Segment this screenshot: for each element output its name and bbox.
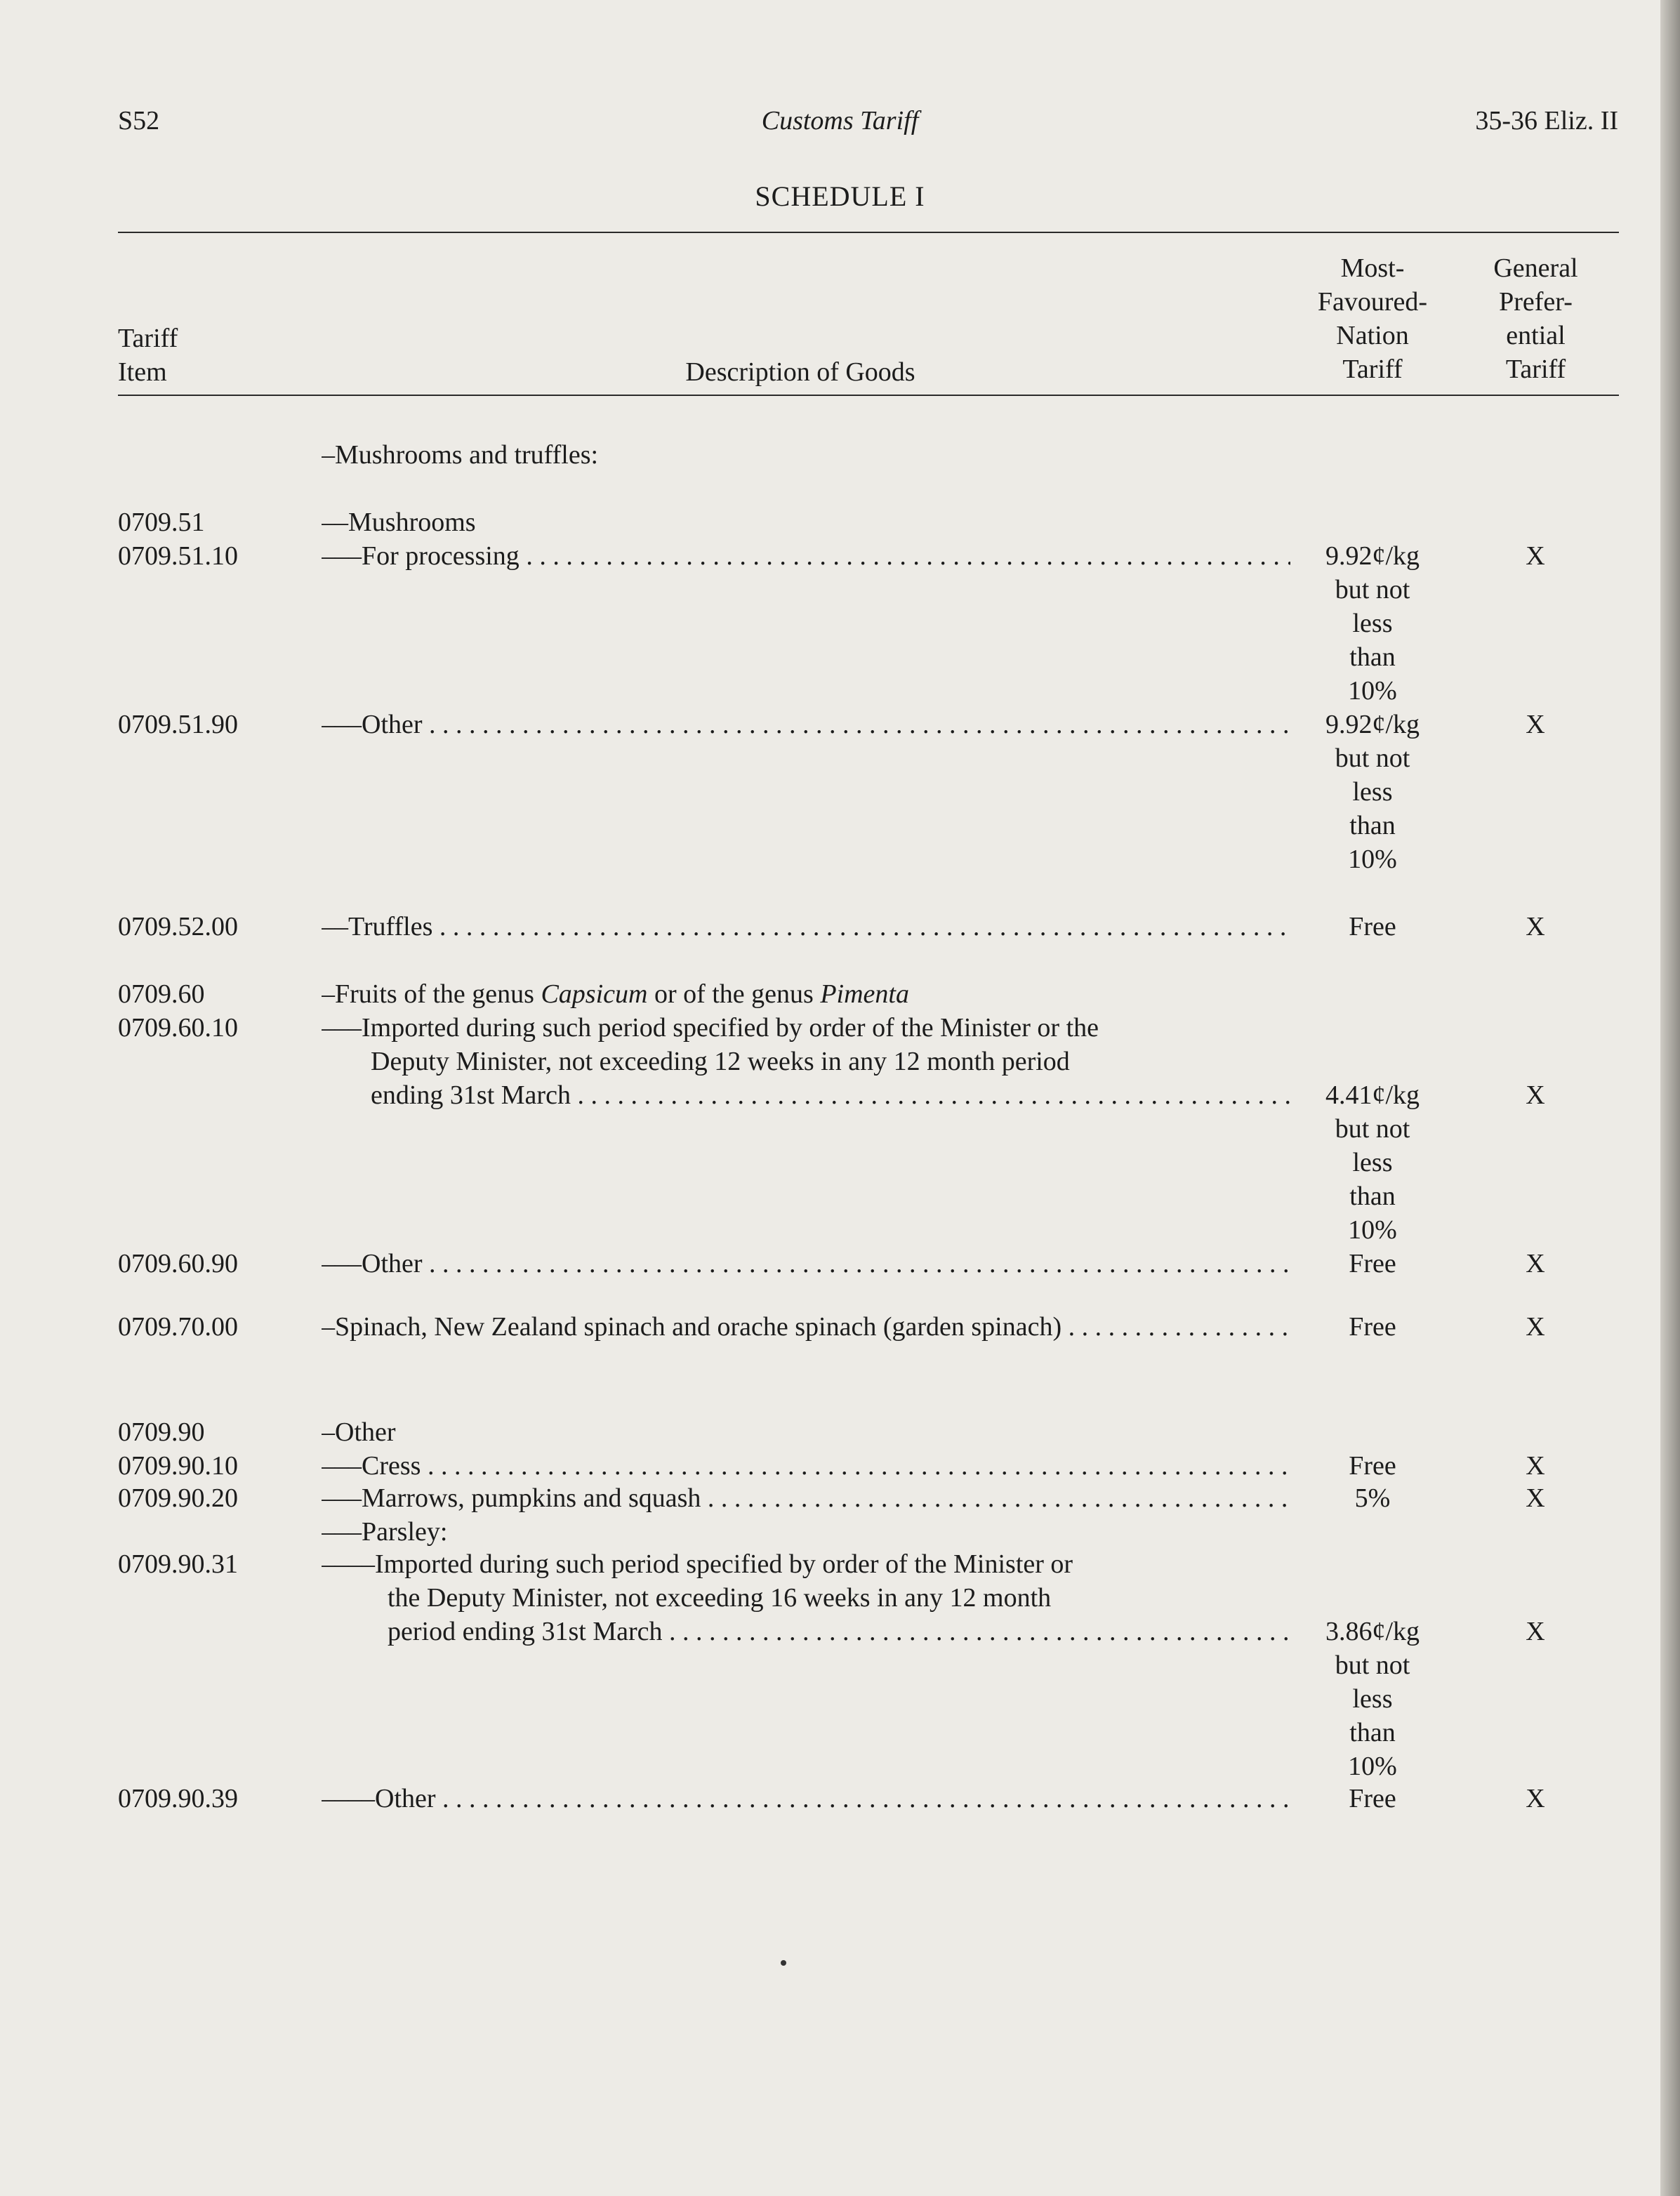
genus-name: Capsicum — [541, 979, 648, 1009]
description-line: ––Truffles . . . — [322, 910, 1290, 944]
column-heading-line: Nation — [1336, 321, 1409, 350]
description-line: the Deputy Minister, not exceeding 16 weeks in any 12 month — [388, 1583, 1052, 1613]
column-heading-line: Tariff — [1505, 355, 1566, 384]
rate-line: 5% — [1354, 1483, 1391, 1513]
description-line: Deputy Minister, not exceeding 12 weeks in any 12 month period — [371, 1047, 1070, 1076]
row-description — [322, 1310, 1290, 1344]
tariff-item-number: 0709.51.90 — [118, 710, 238, 739]
tariff-item-number: 0709.90.10 — [118, 1451, 238, 1481]
gpt-mark: X — [1526, 1249, 1545, 1278]
gpt-mark: X — [1526, 541, 1545, 571]
gpt-mark: X — [1526, 1617, 1545, 1646]
mfn-rate — [1278, 1615, 1467, 1783]
description-line: ––––Imported during such period specified by order of the Minister or — [322, 1549, 1073, 1579]
row-description — [322, 708, 1290, 741]
description-text: or of the genus — [647, 979, 821, 1009]
mfn-rate — [1278, 1782, 1467, 1815]
column-heading-line: Favoured- — [1317, 287, 1428, 317]
rate-line: than — [1349, 1182, 1396, 1211]
page-number: S52 — [118, 106, 160, 135]
gpt-mark: X — [1526, 1483, 1545, 1513]
rate-line: less — [1352, 609, 1393, 638]
rate-line: but not — [1335, 575, 1410, 604]
mfn-rate — [1278, 1449, 1467, 1483]
rate-line: less — [1352, 777, 1393, 807]
tariff-item-number: 0709.52.00 — [118, 912, 238, 941]
rate-line: but not — [1335, 1114, 1410, 1144]
genus-name: Pimenta — [820, 979, 909, 1009]
rate-line: 9.92¢/kg — [1325, 710, 1420, 739]
gpt-mark: X — [1526, 710, 1545, 739]
rate-line: Free — [1349, 912, 1396, 941]
ink-speck — [781, 1960, 786, 1966]
rate-line: than — [1349, 811, 1396, 840]
gpt-mark: X — [1526, 1312, 1545, 1342]
column-heading-description: Description of Goods — [685, 357, 915, 387]
column-heading-line: Prefer- — [1499, 287, 1573, 317]
mfn-rate — [1278, 1310, 1467, 1344]
rate-line: but not — [1335, 1651, 1410, 1680]
rate-line: 9.92¢/kg — [1325, 541, 1420, 571]
mfn-rate — [1278, 1481, 1467, 1515]
row-description — [322, 1011, 1290, 1112]
rate-line: 4.41¢/kg — [1325, 1080, 1420, 1110]
gpt-mark: X — [1526, 1080, 1545, 1110]
rate-line: 10% — [1348, 845, 1397, 874]
tariff-item-number: 0709.70.00 — [118, 1312, 238, 1342]
description-line: –––For processing . . . — [322, 539, 1290, 573]
running-title: Customs Tariff — [761, 106, 919, 135]
rate-line: 3.86¢/kg — [1325, 1617, 1420, 1646]
tariff-item-number: 0709.51 — [118, 508, 205, 537]
description-line: –Spinach, New Zealand spinach and orache spinach (garden spinach) . . . — [322, 1310, 1290, 1344]
description-line: –––Other . . . — [322, 1247, 1290, 1281]
tariff-item-number: 0709.60.90 — [118, 1249, 238, 1278]
description-line: –––Other . . . — [322, 708, 1290, 741]
description-line: –––Cress . . . — [322, 1449, 1290, 1483]
mfn-rate — [1278, 1247, 1467, 1281]
description-line — [322, 977, 1290, 1011]
column-heading-line: ential — [1506, 321, 1566, 350]
rate-line: Free — [1349, 1784, 1396, 1813]
description-line: –––Marrows, pumpkins and squash . . . — [322, 1481, 1290, 1515]
mfn-rate — [1278, 910, 1467, 944]
rate-line: than — [1349, 1718, 1396, 1747]
rate-line: Free — [1349, 1451, 1396, 1481]
description-line: ––––Other . . . — [322, 1782, 1290, 1815]
column-heading-line: Most- — [1340, 253, 1405, 283]
row-description — [322, 1547, 1290, 1648]
rate-line: 10% — [1348, 1215, 1397, 1245]
table-header-rule — [118, 395, 1619, 396]
rate-line: 10% — [1348, 676, 1397, 706]
rate-line: less — [1352, 1148, 1393, 1177]
rate-line: than — [1349, 642, 1396, 672]
row-description — [322, 1449, 1290, 1483]
tariff-item-number: 0709.60 — [118, 979, 205, 1009]
rate-line: Free — [1349, 1312, 1396, 1342]
description-text: –Fruits of the genus — [322, 979, 541, 1009]
column-heading-line: Tariff — [1342, 355, 1403, 384]
regnal-year: 35-36 Eliz. II — [1475, 106, 1618, 135]
row-description — [322, 1415, 1290, 1449]
row-description — [322, 1481, 1290, 1515]
column-heading-tariff-item — [118, 322, 178, 389]
page-edge-shadow — [1660, 0, 1680, 2196]
tariff-item-number: 0709.90.20 — [118, 1483, 238, 1513]
row-description — [322, 1782, 1290, 1815]
tariff-item-number: 0709.60.10 — [118, 1013, 238, 1043]
gpt-mark: X — [1526, 912, 1545, 941]
mfn-rate — [1278, 1078, 1467, 1247]
rate-line: Free — [1349, 1249, 1396, 1278]
table-top-rule — [118, 232, 1619, 233]
description-line: ––Mushrooms — [322, 508, 476, 537]
description-line: –––Parsley: — [322, 1517, 448, 1547]
rate-line: 10% — [1348, 1752, 1397, 1781]
description-line: period ending 31st March . . . — [322, 1615, 1290, 1648]
mfn-rate — [1278, 539, 1467, 708]
schedule-title: SCHEDULE I — [755, 180, 925, 212]
description-line: –––Imported during such period specified by order of the Minister or the — [322, 1013, 1099, 1043]
tariff-item-number: 0709.90.31 — [118, 1549, 238, 1579]
description-line: ending 31st March . . . — [322, 1078, 1290, 1112]
description-line: –Mushrooms and truffles: — [322, 440, 599, 470]
gpt-mark: X — [1526, 1784, 1545, 1813]
column-heading-line: Tariff — [118, 324, 178, 353]
row-description — [322, 438, 1290, 472]
column-heading-mfn — [1278, 251, 1467, 386]
tariff-item-number: 0709.90.39 — [118, 1784, 238, 1813]
row-description — [322, 1247, 1290, 1281]
column-heading-line: Item — [118, 357, 167, 387]
row-description — [322, 539, 1290, 573]
row-description — [322, 505, 1290, 539]
column-heading-gpt — [1474, 251, 1597, 386]
row-description — [322, 977, 1290, 1011]
tariff-item-number: 0709.51.10 — [118, 541, 238, 571]
row-description — [322, 910, 1290, 944]
tariff-item-number: 0709.90 — [118, 1417, 205, 1447]
column-heading-line: General — [1493, 253, 1578, 283]
row-description — [322, 1515, 1290, 1549]
rate-line: less — [1352, 1684, 1393, 1714]
mfn-rate — [1278, 708, 1467, 876]
gpt-mark: X — [1526, 1451, 1545, 1481]
rate-line: but not — [1335, 743, 1410, 773]
description-line: –Other — [322, 1417, 396, 1447]
